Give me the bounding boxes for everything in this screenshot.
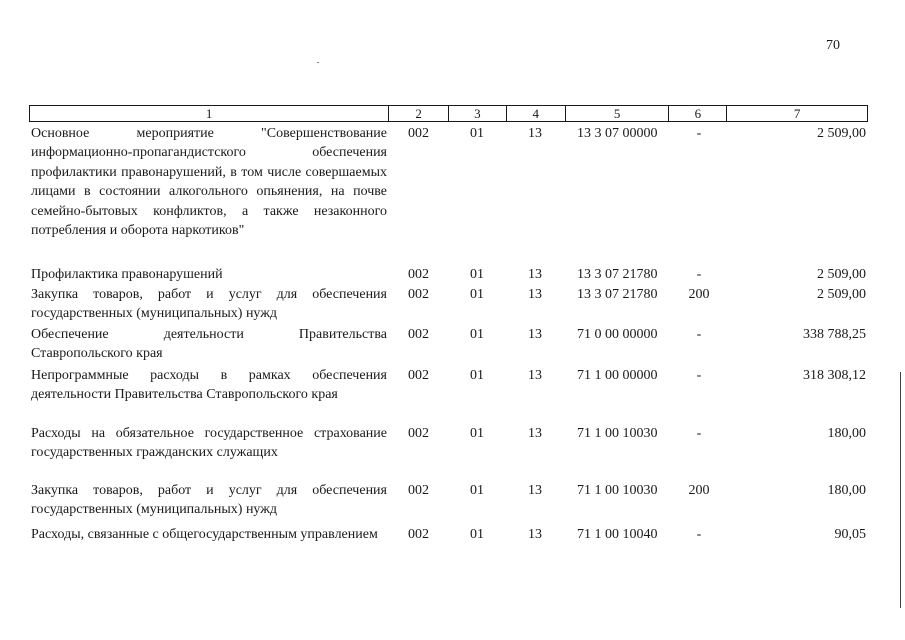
header-col-1: 1: [30, 106, 389, 121]
row-expense-type: -: [696, 126, 702, 141]
row-name: Закупка товаров, работ и услуг для обеспечения государственных (муниципальных) нужд: [31, 287, 387, 322]
row-article: 71 1 00 10030: [577, 483, 658, 498]
row-name: Основное мероприятие "Совершенствование информационно-пропагандистского обеспечения профилактики правонарушений, в том числе совершаемых лицами в состоянии алкогольного опьянения, на почве семейно-бытовых конфликтов, а также незаконного потребления и оборота наркотиков": [31, 126, 387, 239]
row-section: 01: [470, 327, 484, 342]
scan-edge-mark: [900, 372, 901, 608]
header-col-7: 7: [793, 106, 801, 121]
row-subsection: 13: [528, 267, 542, 282]
row-subsection: 13: [528, 368, 542, 383]
row-name: Профилактика правонарушений: [31, 267, 223, 282]
row-expense-type: 200: [688, 483, 710, 498]
row-code: 002: [408, 527, 429, 542]
header-col-5: 5: [566, 106, 670, 121]
row-article: 71 1 00 00000: [577, 368, 658, 383]
row-subsection: 13: [528, 483, 542, 498]
header-col-6: 6: [669, 106, 727, 121]
row-sum: 90,05: [834, 527, 866, 542]
row-sum: 2 509,00: [817, 126, 866, 141]
header-col-4: 4: [507, 106, 566, 121]
row-section: 01: [470, 287, 484, 302]
row-expense-type: -: [696, 527, 702, 542]
header-col-2: 2: [389, 106, 449, 121]
row-section: 01: [470, 527, 484, 542]
row-code: 002: [408, 287, 429, 302]
row-code: 002: [408, 426, 429, 441]
row-article: 13 3 07 21780: [577, 267, 658, 282]
row-name: Расходы, связанные с общегосударственным управлением: [31, 527, 378, 542]
row-expense-type: -: [696, 267, 702, 282]
row-code: 002: [408, 368, 429, 383]
row-code: 002: [408, 126, 429, 141]
row-sum: 338 788,25: [803, 327, 866, 342]
row-sum: 2 509,00: [817, 267, 866, 282]
row-subsection: 13: [528, 327, 542, 342]
row-subsection: 13: [528, 287, 542, 302]
row-name: Обеспечение деятельности Правительства Ставропольского края: [31, 327, 387, 362]
row-subsection: 13: [528, 126, 542, 141]
row-article: 71 1 00 10030: [577, 426, 658, 441]
row-expense-type: -: [696, 426, 702, 441]
row-code: 002: [408, 483, 429, 498]
row-subsection: 13: [528, 527, 542, 542]
row-subsection: 13: [528, 426, 542, 441]
row-expense-type: 200: [688, 287, 710, 302]
row-code: 002: [408, 267, 429, 282]
row-name: Расходы на обязательное государственное страхование государственных гражданских служащих: [31, 426, 387, 461]
header-col-3: 3: [449, 106, 507, 121]
row-expense-type: -: [696, 327, 702, 342]
row-article: 71 1 00 10040: [577, 527, 658, 542]
row-section: 01: [470, 126, 484, 141]
row-article: 13 3 07 00000: [577, 126, 658, 141]
row-section: 01: [470, 426, 484, 441]
row-section: 01: [470, 267, 484, 282]
row-code: 002: [408, 327, 429, 342]
table-header-row: [29, 105, 868, 122]
row-sum: 180,00: [827, 426, 866, 441]
row-sum: 2 509,00: [817, 287, 866, 302]
row-name: Закупка товаров, работ и услуг для обеспечения государственных (муниципальных) нужд: [31, 483, 387, 518]
row-section: 01: [470, 483, 484, 498]
row-expense-type: -: [696, 368, 702, 383]
row-sum: 318 308,12: [803, 368, 866, 383]
row-name: Непрограммные расходы в рамках обеспечения деятельности Правительства Ставропольского края: [31, 368, 387, 403]
row-article: 13 3 07 21780: [577, 287, 658, 302]
page-number: 70: [826, 38, 840, 53]
row-sum: 180,00: [827, 483, 866, 498]
scan-speck: [317, 62, 319, 63]
row-article: 71 0 00 00000: [577, 327, 658, 342]
row-section: 01: [470, 368, 484, 383]
